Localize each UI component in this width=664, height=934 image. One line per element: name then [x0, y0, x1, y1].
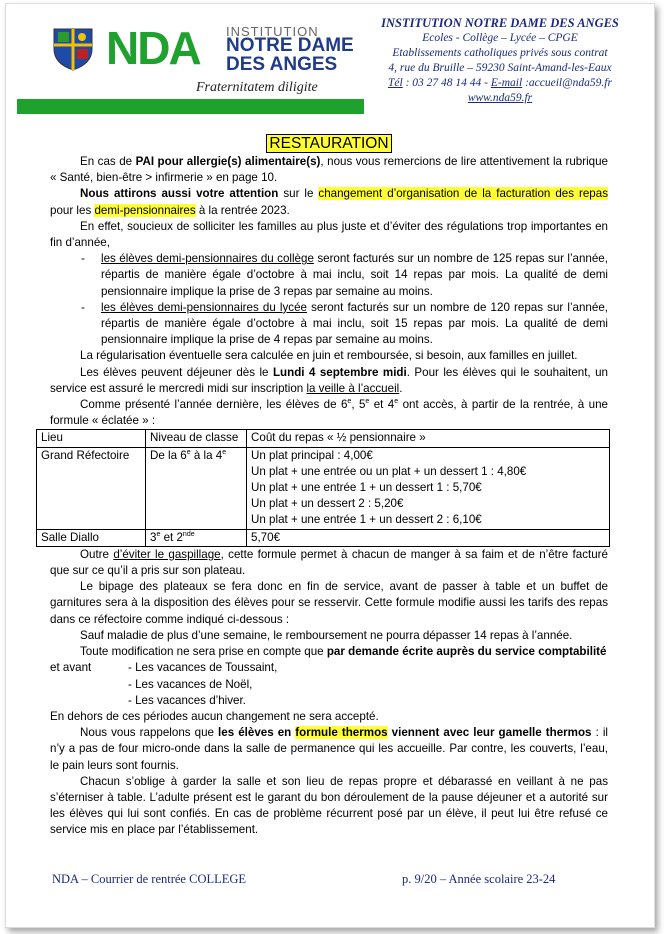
avant-label: et avant	[50, 661, 92, 675]
paragraph-formule: Comme présenté l’année dernière, les élèves de 6e, 5e et 4e ont accès, à partir de la rentrée, à une formule « éclatée » :	[50, 398, 609, 428]
address-line3: 4, rue du Bruille – 59230 Saint-Amand-les-Eaux	[388, 62, 612, 74]
section-title: RESTAURATION	[50, 135, 608, 153]
nda-letters: NDA	[106, 22, 200, 74]
address-line1: Ecoles - Collège – Lycée – CPGE	[422, 32, 578, 44]
footer-right: p. 9/20 – Année scolaire 23-24	[402, 872, 556, 886]
institution-name-line2: DES ANGES	[226, 54, 338, 75]
header-green-bar	[17, 99, 364, 114]
list-item: - les élèves demi-pensionnaires du lycée seront facturés sur un nombre de 120 repas sur l’année, répartis de manière égale d’octobre à mai inclu, soit 15 repas par mois. La qualité de demi pensionnaire implique la prise de 4 repas par semaine au moins.	[50, 300, 608, 349]
paragraph-lundi: Les élèves peuvent déjeuner dès le Lundi 4 septembre midi. Pour les élèves qui le souhaitent, un service est assuré le mercredi midi sur inscription la veille à l’accueil.	[50, 365, 608, 395]
list-item: - Les vacances de Noël,	[128, 677, 253, 691]
paragraph-bipage: Le bipage des plateaux se fera donc en fin de service, avant de passer à table et un buffet de garnitures sera à la disposition des élèves pour se resservir. Cette formule modifie aussi les tarifs des repas dans ce réfectoire comme indiqué ci-dessous :	[50, 580, 608, 626]
th-niveau: Niveau de classe	[146, 430, 247, 447]
tel-label: Tél	[388, 77, 403, 89]
motto: Fraternitatem diligite	[196, 80, 318, 95]
paragraph-maladie: Sauf maladie de plus d’une semaine, le remboursement ne pourra dépasser 14 repas à l’année.	[80, 628, 573, 642]
email-label[interactable]: E-mail	[490, 77, 523, 89]
address-title: INSTITUTION NOTRE DAME DES ANGES	[381, 16, 619, 30]
address-line2: Etablissements catholiques privés sous contrat	[392, 47, 608, 59]
table-header-row	[37, 430, 610, 447]
main-content	[41, 135, 609, 839]
nda-logo	[106, 24, 206, 72]
list-item: - les élèves demi-pensionnaires du collège seront facturés sur un nombre de 125 repas sur l’année, répartis de manière égale d’octobre à mai inclu, soit 14 repas par mois. La qualité de demi pensionnaire implique la prise de 3 repas par semaine au moins.	[50, 251, 608, 300]
contact-line	[372, 76, 628, 91]
cell-niveau: De la 6e à la 4e	[146, 447, 247, 529]
vacances-list	[50, 660, 608, 709]
billing-list	[50, 251, 608, 348]
paragraph-gaspillage: Outre d’éviter le gaspillage, cette formule permet à chacun de manger à sa faim et de n’être facturé que sur ce qu’il a pris sur son plateau.	[50, 547, 608, 578]
tel-value: : 03 27 48 14 44 -	[402, 77, 491, 89]
paragraph-salle: Chacun s’oblige à garder la salle et son lieu de repas propre et débarassé en veillant à ne pas s’éterniser à table. L’adulte présent est le garant du bon déroulement de la pause déjeuner et a autorité sur les élèves qui lui sont confiés. En cas de problème récurrent posé par un élève, il peut lui être refusé ce service mis en place par l’établissement.	[50, 774, 608, 837]
th-lieu: Lieu	[37, 430, 146, 447]
paragraph-periodes: En dehors de ces périodes aucun changement ne sera accepté.	[50, 709, 379, 723]
crest-logo	[52, 27, 94, 71]
website-link[interactable]: www.nda59.fr	[467, 92, 533, 104]
paragraph-regularisation: La régularisation éventuelle sera calculée en juin et remboursée, si besoin, aux familles en juillet.	[80, 349, 578, 363]
paragraph-attention: Nous attirons aussi votre attention sur le changement d’organisation de la facturation des repas pour les demi-pensionnaires à la rentrée 2023.	[50, 187, 609, 217]
table-row	[37, 529, 610, 546]
cell-lieu: Grand Réfectoire	[37, 447, 146, 529]
price-table	[36, 429, 610, 546]
institution-name-line1: NOTRE DAME	[226, 35, 354, 56]
paragraph-thermos: Nous vous rappelons que les élèves en formule thermos viennent avec leur gamelle thermos : il n’y a pas de four micro-onde dans la salle de permanence qui les accueille. Par contre, les couverts, l’eau, le pain leurs sont fournis.	[50, 726, 608, 772]
footer-left: NDA – Courrier de rentrée COLLEGE	[52, 872, 247, 886]
table-row	[37, 447, 610, 529]
address-block	[372, 16, 628, 106]
paragraph-pai: En cas de PAI pour allergie(s) alimentaire(s), nous vous remercions de lire attentivement la rubrique « Santé, bien-être > infirmerie » en page 10.	[50, 155, 608, 185]
institution-name	[226, 36, 354, 74]
cell-price: 5,70€	[247, 529, 610, 546]
institution-label: INSTITUTION	[226, 24, 319, 39]
paragraph-en-effet: En effet, soucieux de solliciter les familles au plus juste et d’éviter des régulations trop importantes en fin d’année,	[50, 219, 608, 250]
cell-lieu: Salle Diallo	[37, 529, 146, 546]
email-value[interactable]: :accueil@nda59.fr	[522, 77, 612, 89]
list-item: - Les vacances d’hiver.	[128, 693, 246, 707]
list-item: - Les vacances de Toussaint,	[128, 661, 278, 675]
paragraph-modification: Toute modification ne sera prise en compte que par demande écrite auprès du service comptabilité	[80, 645, 607, 659]
cell-prices: Un plat principal : 4,00€ Un plat + une entrée ou un plat + un dessert 1 : 4,80€ Un plat + une entrée 1 + un dessert 1 : 5,70€ Un plat + un dessert 2 : 5,20€ Un plat + une entrée 1 + un dessert 2 : 6,10€	[247, 447, 610, 529]
th-cout: Coût du repas « ½ pensionnaire »	[247, 430, 610, 447]
cell-niveau: 3e et 2nde	[146, 529, 247, 546]
